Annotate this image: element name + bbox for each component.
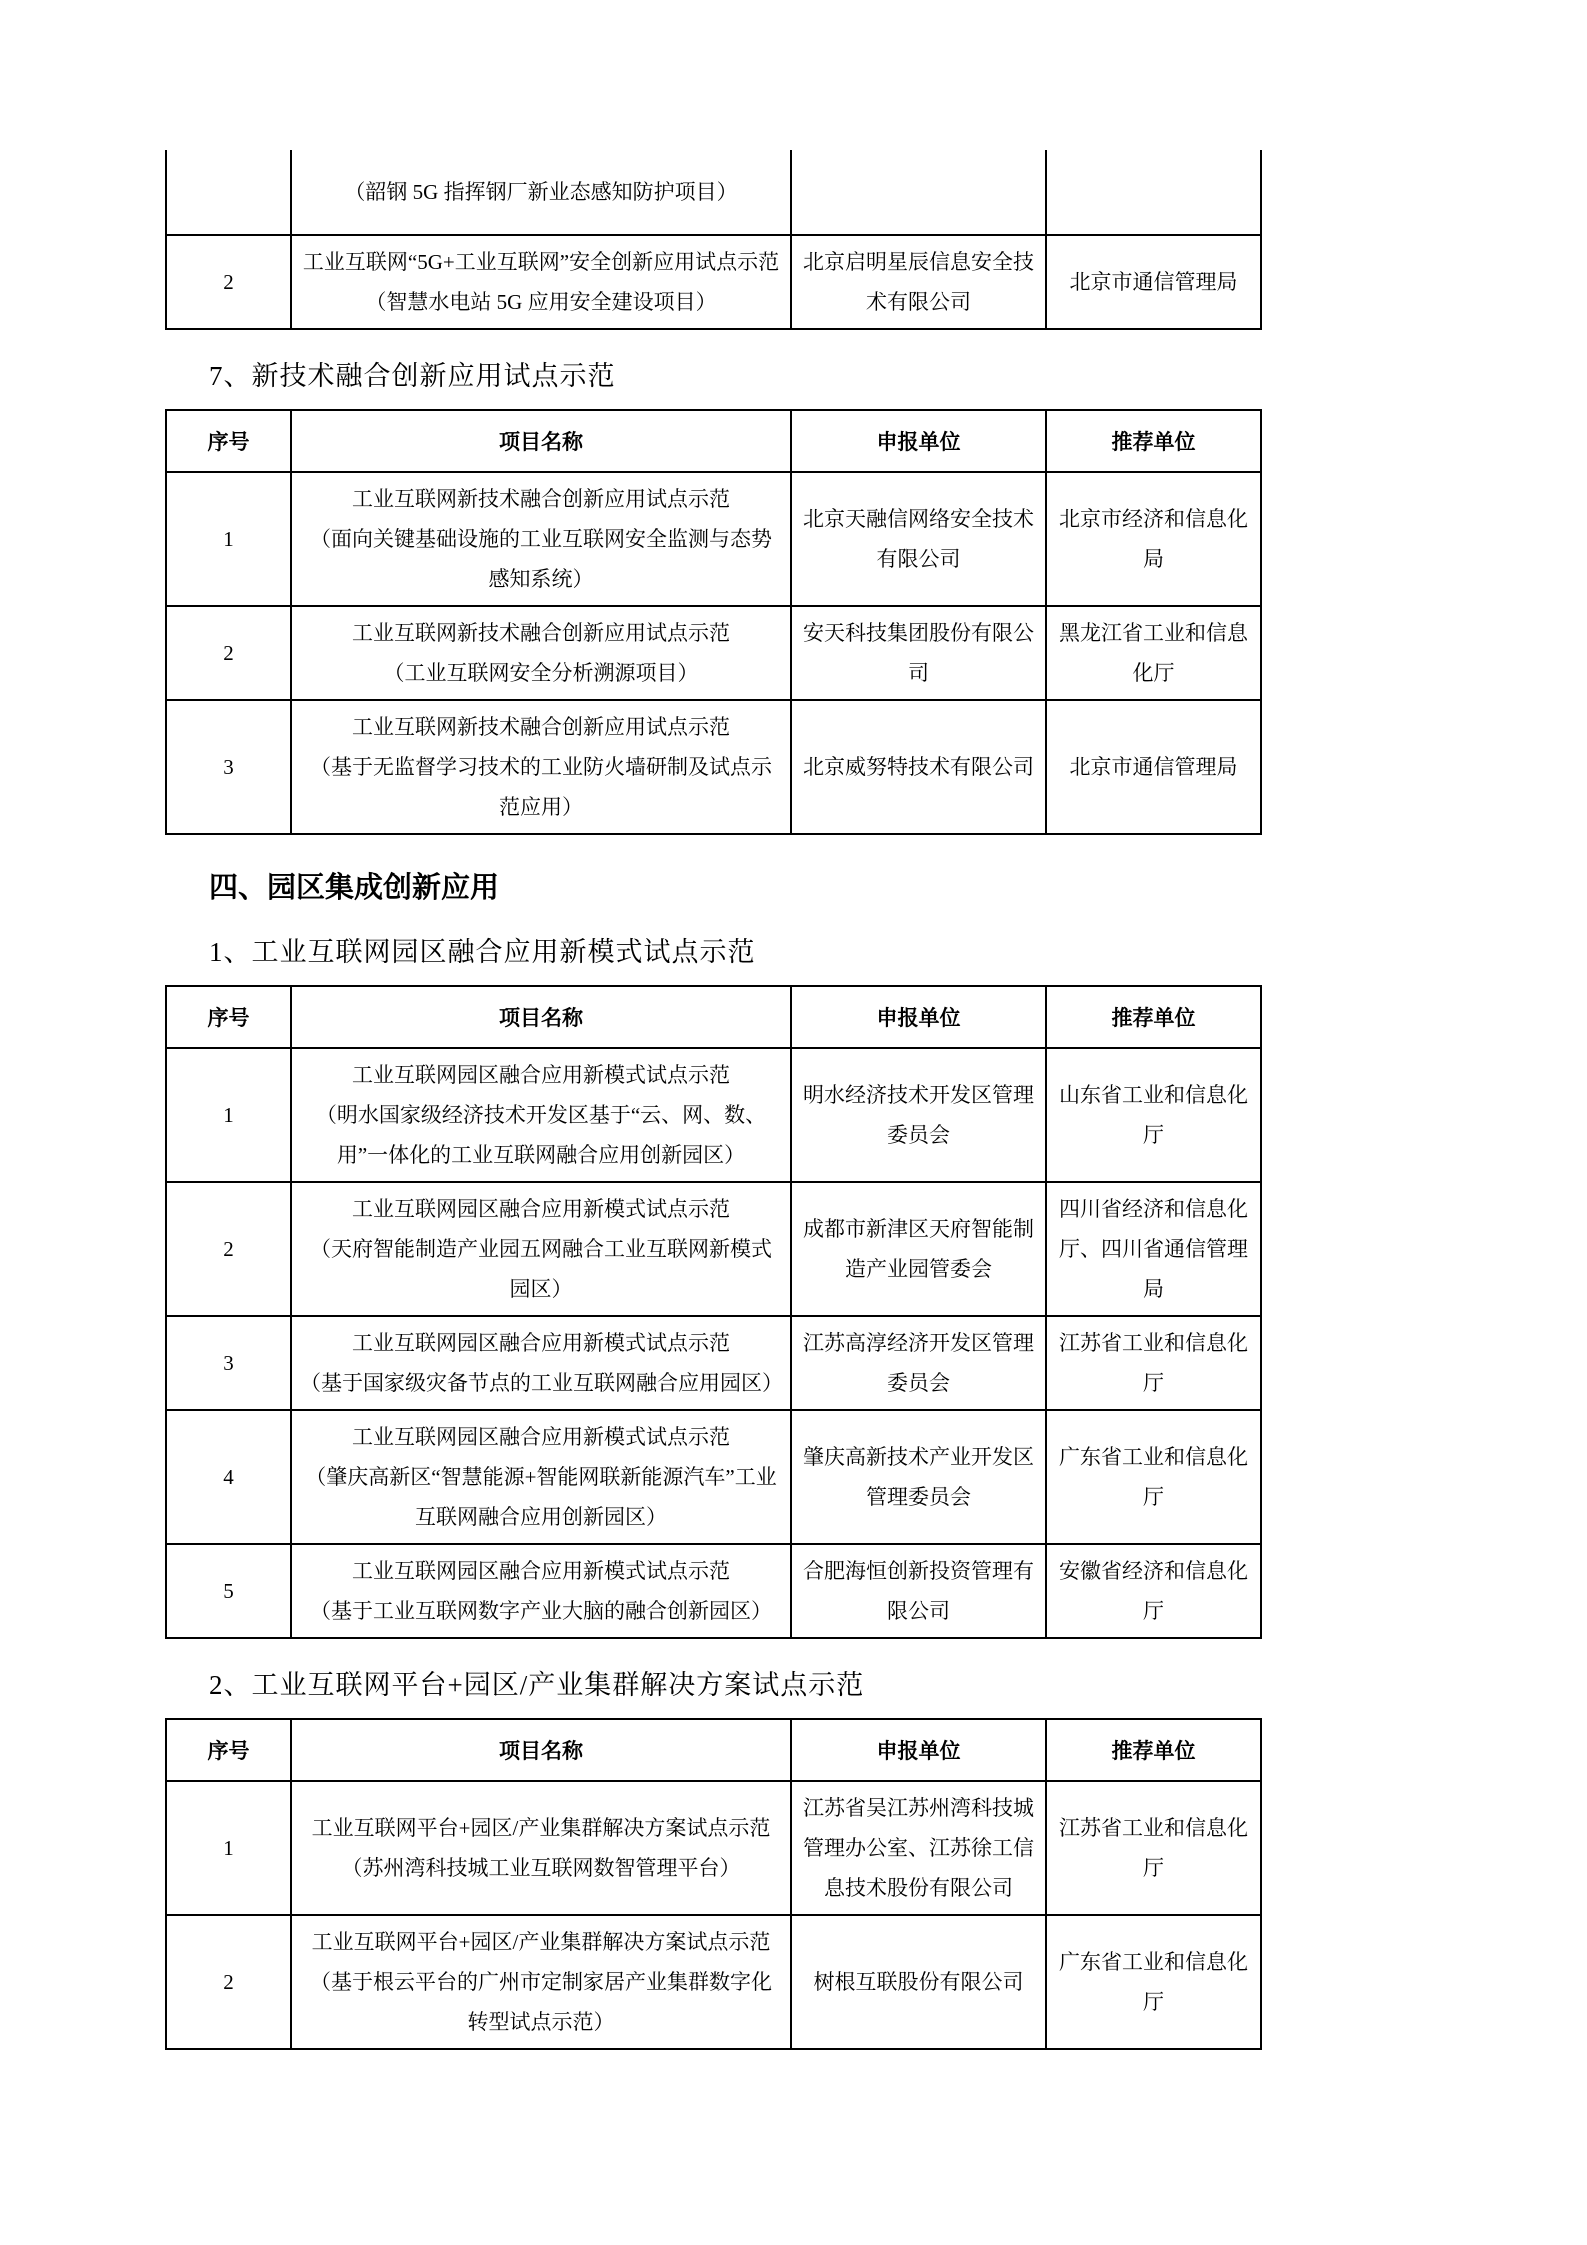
seq-cell: 2	[166, 1182, 291, 1316]
project-title: 工业互联网新技术融合创新应用试点示范	[352, 621, 730, 645]
chapter-heading-park-integration: 四、园区集成创新应用	[209, 872, 500, 904]
table-row	[166, 1410, 1261, 1544]
header-project: 项目名称	[291, 986, 791, 1048]
recommender-cell: 四川省经济和信息化厅、四川省通信管理局	[1046, 1182, 1261, 1316]
project-cell	[291, 150, 791, 235]
project-cell	[291, 1915, 791, 2049]
table-head	[166, 410, 1261, 472]
project-title: 工业互联网新技术融合创新应用试点示范	[352, 487, 730, 511]
project-title: 工业互联网园区融合应用新模式试点示范	[352, 1425, 730, 1449]
recommender-cell: 山东省工业和信息化厅	[1046, 1048, 1261, 1182]
header-recommender: 推荐单位	[1046, 1719, 1261, 1781]
recommender-cell: 广东省工业和信息化厅	[1046, 1915, 1261, 2049]
project-title: 工业互联网平台+园区/产业集群解决方案试点示范	[311, 1816, 771, 1840]
project-detail: （基于根云平台的广州市定制家居产业集群数字化转型试点示范）	[310, 1970, 772, 2034]
header-seq: 序号	[166, 986, 291, 1048]
table-row	[166, 1182, 1261, 1316]
project-cell	[291, 235, 791, 329]
table-row	[166, 1781, 1261, 1915]
table-body	[166, 472, 1261, 834]
table-row	[166, 1316, 1261, 1410]
header-recommender: 推荐单位	[1046, 410, 1261, 472]
applicant-cell: 合肥海恒创新投资管理有限公司	[791, 1544, 1046, 1638]
project-cell	[291, 1781, 791, 1915]
applicant-cell: 成都市新津区天府智能制造产业园管委会	[791, 1182, 1046, 1316]
header-row	[166, 410, 1261, 472]
project-cell	[291, 606, 791, 700]
table-body	[166, 1781, 1261, 2049]
section-new-tech	[165, 354, 1587, 835]
table-row	[166, 606, 1261, 700]
project-title: 工业互联网“5G+工业互联网”安全创新应用试点示范	[302, 250, 780, 274]
applicant-cell: 北京威努特技术有限公司	[791, 700, 1046, 834]
table-body	[166, 1048, 1261, 1638]
recommender-cell	[1046, 150, 1261, 235]
recommender-cell: 北京市通信管理局	[1046, 700, 1261, 834]
table-5g-security-continued	[165, 150, 1262, 330]
applicant-cell: 北京启明星辰信息安全技术有限公司	[791, 235, 1046, 329]
table-row-partial	[166, 150, 1261, 235]
section-heading-park-fusion: 1、工业互联网园区融合应用新模式试点示范	[209, 937, 756, 967]
header-applicant: 申报单位	[791, 986, 1046, 1048]
section-park-fusion	[165, 930, 1587, 1639]
project-detail: （基于工业互联网数字产业大脑的融合创新园区）	[310, 1599, 772, 1623]
project-detail: （面向关键基础设施的工业互联网安全监测与态势感知系统）	[310, 527, 772, 591]
project-detail: （基于国家级灾备节点的工业互联网融合应用园区）	[300, 1371, 783, 1395]
seq-cell: 1	[166, 1781, 291, 1915]
project-detail: （苏州湾科技城工业互联网数智管理平台）	[341, 1856, 741, 1880]
header-row	[166, 986, 1261, 1048]
seq-cell: 4	[166, 1410, 291, 1544]
project-title: 工业互联网园区融合应用新模式试点示范	[352, 1063, 730, 1087]
seq-cell	[166, 150, 291, 235]
seq-cell: 2	[166, 606, 291, 700]
project-cell	[291, 1316, 791, 1410]
applicant-cell: 明水经济技术开发区管理委员会	[791, 1048, 1046, 1182]
project-detail: （韶钢 5G 指挥钢厂新业态感知防护项目）	[344, 180, 738, 204]
seq-cell: 2	[166, 1915, 291, 2049]
seq-cell: 2	[166, 235, 291, 329]
table-row	[166, 1048, 1261, 1182]
project-cell	[291, 1410, 791, 1544]
header-applicant: 申报单位	[791, 410, 1046, 472]
applicant-cell: 江苏高淳经济开发区管理委员会	[791, 1316, 1046, 1410]
table-head	[166, 986, 1261, 1048]
table-park-fusion	[165, 985, 1262, 1639]
seq-cell: 3	[166, 1316, 291, 1410]
recommender-cell: 安徽省经济和信息化厅	[1046, 1544, 1261, 1638]
project-detail: （明水国家级经济技术开发区基于“云、网、数、用”一体化的工业互联网融合应用创新园区）	[315, 1103, 767, 1167]
table-platform-park	[165, 1718, 1262, 2050]
section-heading-new-tech: 7、新技术融合创新应用试点示范	[209, 361, 616, 391]
project-title: 工业互联网园区融合应用新模式试点示范	[352, 1331, 730, 1355]
recommender-cell: 黑龙江省工业和信息化厅	[1046, 606, 1261, 700]
project-title: 工业互联网新技术融合创新应用试点示范	[352, 715, 730, 739]
recommender-cell: 广东省工业和信息化厅	[1046, 1410, 1261, 1544]
project-detail: （肇庆高新区“智慧能源+智能网联新能源汽车”工业互联网融合应用创新园区）	[305, 1465, 777, 1529]
recommender-cell: 北京市经济和信息化局	[1046, 472, 1261, 606]
table-row	[166, 1915, 1261, 2049]
project-cell	[291, 1048, 791, 1182]
project-cell	[291, 700, 791, 834]
table-row	[166, 235, 1261, 329]
project-detail: （基于无监督学习技术的工业防火墙研制及试点示范应用）	[310, 755, 772, 819]
header-row	[166, 1719, 1261, 1781]
section-heading-platform-park: 2、工业互联网平台+园区/产业集群解决方案试点示范	[209, 1670, 865, 1700]
header-applicant: 申报单位	[791, 1719, 1046, 1781]
recommender-cell: 江苏省工业和信息化厅	[1046, 1316, 1261, 1410]
applicant-cell: 肇庆高新技术产业开发区管理委员会	[791, 1410, 1046, 1544]
header-seq: 序号	[166, 410, 291, 472]
applicant-cell: 安天科技集团股份有限公司	[791, 606, 1046, 700]
seq-cell: 5	[166, 1544, 291, 1638]
header-seq: 序号	[166, 1719, 291, 1781]
table-body	[166, 150, 1261, 329]
project-cell	[291, 1182, 791, 1316]
project-title: 工业互联网平台+园区/产业集群解决方案试点示范	[311, 1930, 771, 1954]
seq-cell: 3	[166, 700, 291, 834]
project-cell	[291, 1544, 791, 1638]
section-5g-security-continued	[165, 150, 1587, 330]
seq-cell: 1	[166, 472, 291, 606]
applicant-cell: 树根互联股份有限公司	[791, 1915, 1046, 2049]
project-detail: （工业互联网安全分析溯源项目）	[383, 661, 699, 685]
seq-cell: 1	[166, 1048, 291, 1182]
section-platform-park	[165, 1663, 1587, 2050]
project-cell	[291, 472, 791, 606]
table-row	[166, 1544, 1261, 1638]
header-project: 项目名称	[291, 1719, 791, 1781]
applicant-cell: 江苏省吴江苏州湾科技城管理办公室、江苏徐工信息技术股份有限公司	[791, 1781, 1046, 1915]
table-head	[166, 1719, 1261, 1781]
project-title: 工业互联网园区融合应用新模式试点示范	[352, 1197, 730, 1221]
table-new-tech	[165, 409, 1262, 835]
table-row	[166, 700, 1261, 834]
project-detail: （智慧水电站 5G 应用安全建设项目）	[365, 290, 717, 314]
recommender-cell: 北京市通信管理局	[1046, 235, 1261, 329]
recommender-cell: 江苏省工业和信息化厅	[1046, 1781, 1261, 1915]
applicant-cell	[791, 150, 1046, 235]
header-recommender: 推荐单位	[1046, 986, 1261, 1048]
project-title: 工业互联网园区融合应用新模式试点示范	[352, 1559, 730, 1583]
project-detail: （天府智能制造产业园五网融合工业互联网新模式园区）	[310, 1237, 772, 1301]
applicant-cell: 北京天融信网络安全技术有限公司	[791, 472, 1046, 606]
header-project: 项目名称	[291, 410, 791, 472]
table-row	[166, 472, 1261, 606]
